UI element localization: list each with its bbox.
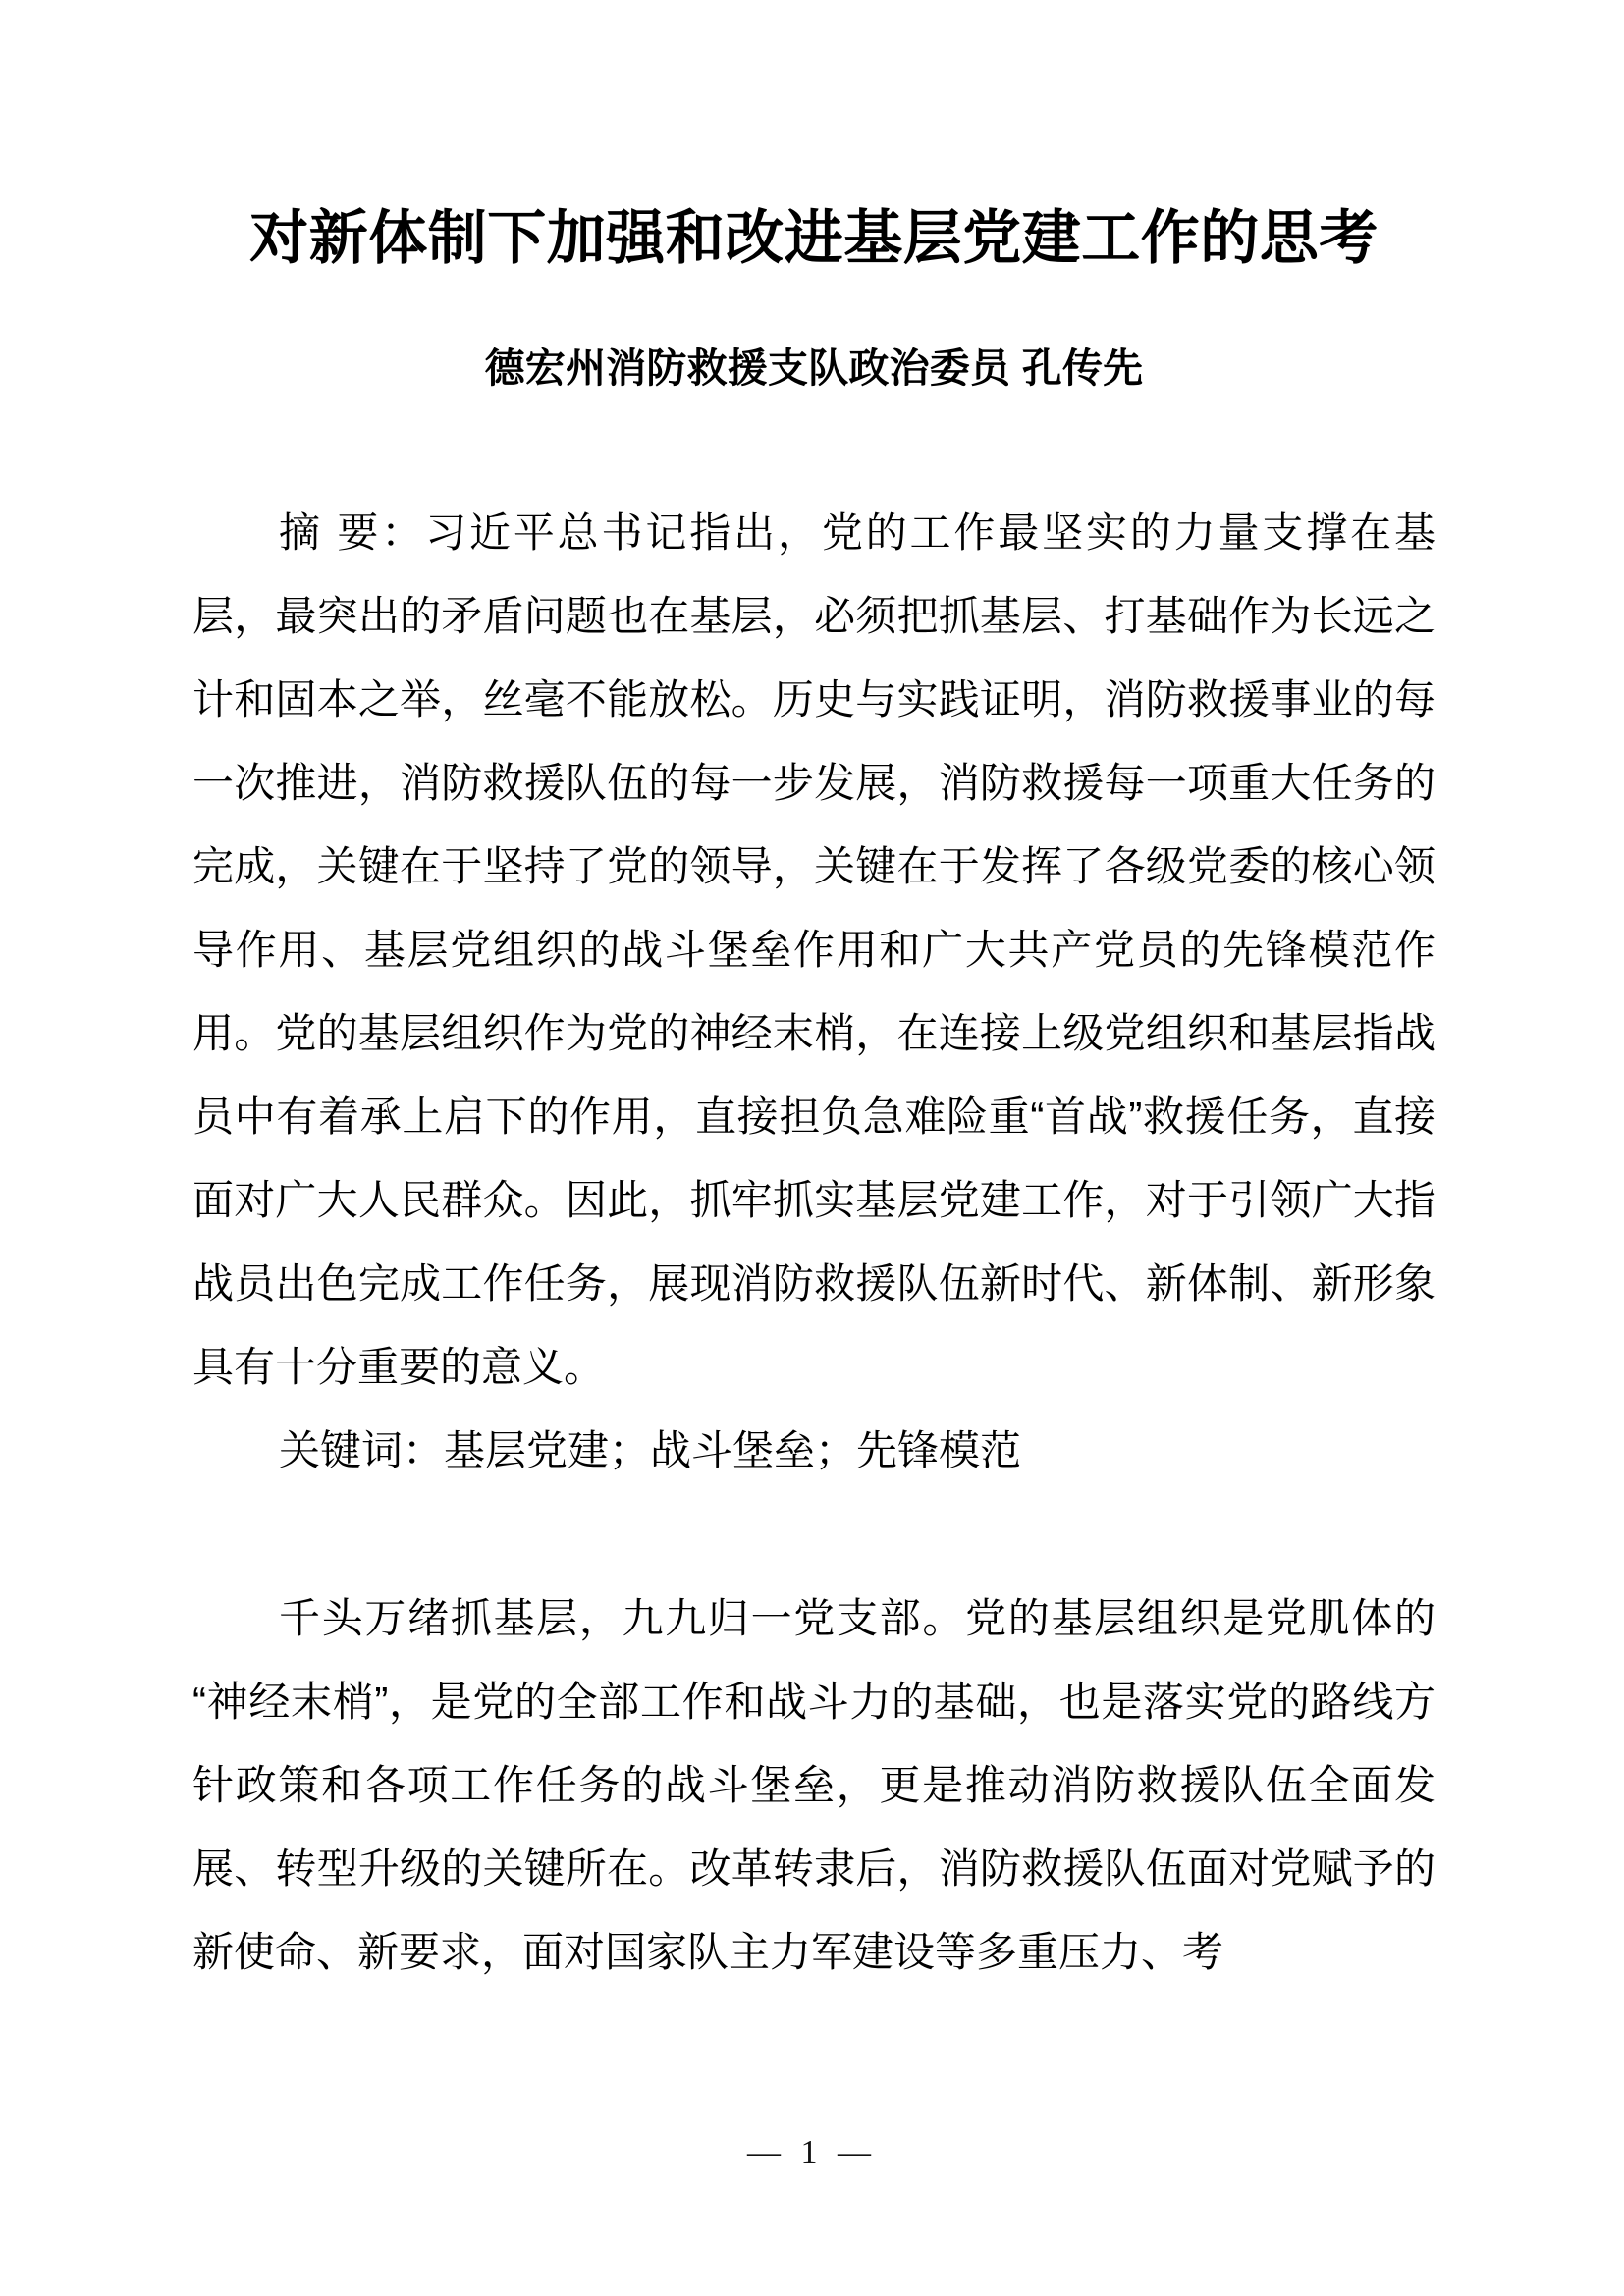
page-title: 对新体制下加强和改进基层党建工作的思考 — [249, 205, 1379, 271]
page-number-footer: — 1 — — [747, 2134, 877, 2170]
author-byline: 德宏州消防救援支队政治委员 孔传先 — [484, 345, 1144, 391]
page-content-column — [192, 0, 1435, 1994]
body-paragraph-1: 千头万绪抓基层，九九归一党支部。党的基层组织是党肌体的“神经末梢”，是党的全部工作和战斗力的基础，也是落实党的路线方针政策和各项工作任务的战斗堡垒，更是推动消防救援队伍全面发展、转型升级的关键所在。改革转隶后，消防救援队伍面对党赋予的新使命、新要求，面对国家队主力军建设等多重压力、考 — [192, 1594, 1435, 1975]
keywords-line: 关键词：基层党建；战斗堡垒；先锋模范 — [279, 1426, 1022, 1473]
abstract-paragraph: 摘 要：习近平总书记指出，党的工作最坚实的力量支撑在基层，最突出的矛盾问题也在基层，必须把抓基层、打基础作为长远之计和固本之举，丝毫不能放松。历史与实践证明，消防救援事业的每一次推进，消防救援队伍的每一步发展，消防救援每一项重大任务的完成，关键在于坚持了党的领导，关键在于发挥了各级党委的核心领导作用、基层党组织的战斗堡垒作用和广大共产党员的先锋模范作用。党的基层组织作为党的神经末梢，在连接上级党组织和基层指战员中有着承上启下的作用，直接担负急难险重“首战”救援任务，直接面对广大人民群众。因此，抓牢抓实基层党建工作，对于引领广大指战员出色完成工作任务，展现消防救援队伍新时代、新体制、新形象具有十分重要的意义。 — [192, 508, 1435, 1390]
